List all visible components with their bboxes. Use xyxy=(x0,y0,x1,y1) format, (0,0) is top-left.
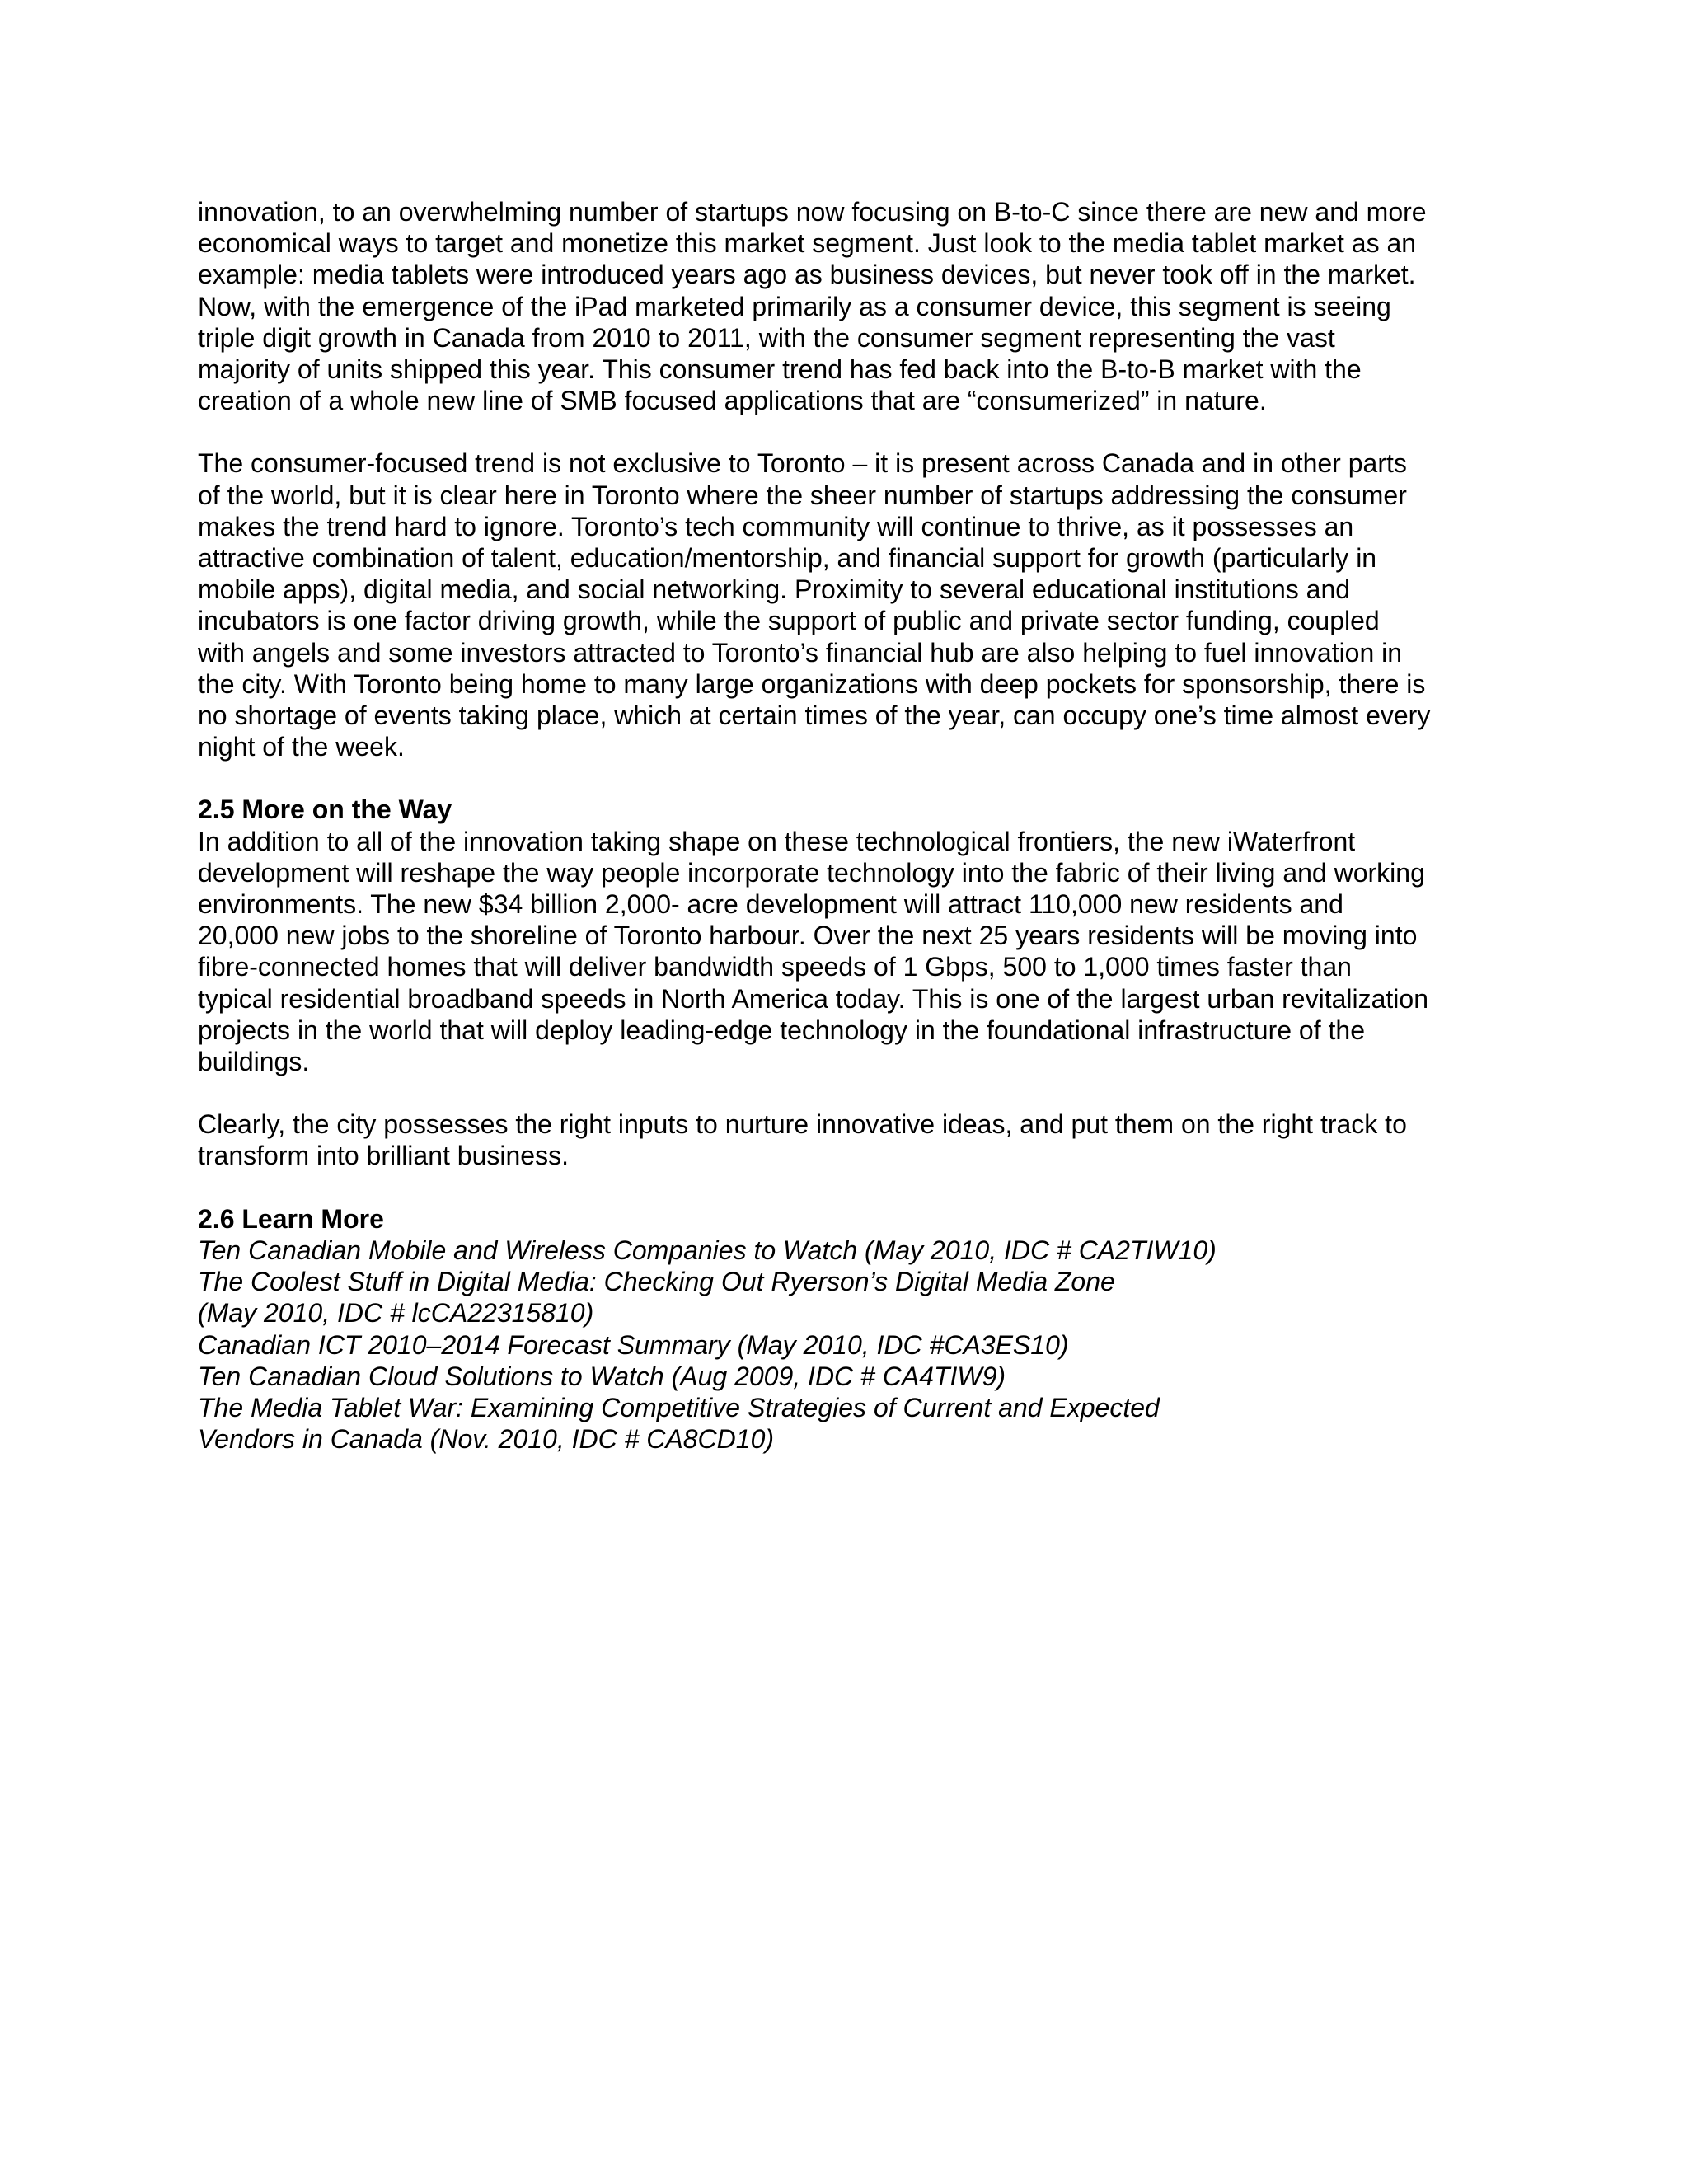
reference-item: (May 2010, IDC # lcCA22315810) xyxy=(198,1298,594,1329)
text-line: incubators is one factor driving growth, while the support of public and private sector funding, coupled xyxy=(198,606,1380,636)
text-line: development will reshape the way people incorporate technology into the fabric of their living and working xyxy=(198,857,1425,888)
text-line: economical ways to target and monetize this market segment. Just look to the media tablet market as an xyxy=(198,228,1417,259)
paragraph-consumer-innovation xyxy=(198,196,1508,416)
text-line: Now, with the emergence of the iPad marketed primarily as a consumer device, this segment is seeing xyxy=(198,291,1391,321)
text-line: no shortage of events taking place, which at certain times of the year, can occupy one’s time almost every xyxy=(198,701,1431,731)
text-line: with angels and some investors attracted to Toronto’s financial hub are also helping to fuel innovation in xyxy=(198,637,1403,668)
reference-item: Ten Canadian Mobile and Wireless Companies to Watch (May 2010, IDC # CA2TIW10) xyxy=(198,1235,1217,1265)
reference-item: Canadian ICT 2010–2014 Forecast Summary (May 2010, IDC #CA3ES10) xyxy=(198,1329,1069,1360)
reference-item: Vendors in Canada (Nov. 2010, IDC # CA8CD10) xyxy=(198,1424,775,1455)
text-line: majority of units shipped this year. This consumer trend has fed back into the B-to-B market with the xyxy=(198,354,1362,385)
text-line: of the world, but it is clear here in Toronto where the sheer number of startups addressing the consumer xyxy=(198,480,1407,510)
text-line: night of the week. xyxy=(198,732,405,762)
text-line: The consumer-focused trend is not exclusive to Toronto – it is present across Canada and in other parts xyxy=(198,448,1407,479)
text-line: example: media tablets were introduced years ago as business devices, but never took off in the market. xyxy=(198,260,1416,290)
reference-item: The Media Tablet War: Examining Competitive Strategies of Current and Expected xyxy=(198,1392,1160,1422)
reference-item: Ten Canadian Cloud Solutions to Watch (Aug 2009, IDC # CA4TIW9) xyxy=(198,1361,1006,1391)
section-learn-more xyxy=(198,1203,1508,1455)
paragraph-iwaterfront xyxy=(198,826,1508,1078)
text-line: environments. The new $34 billion 2,000- acre development will attract 110,000 new residents and xyxy=(198,889,1343,920)
text-line: the city. With Toronto being home to many large organizations with deep pockets for sponsorship, there is xyxy=(198,668,1426,699)
paragraph-conclusion xyxy=(198,1108,1508,1171)
text-line: 20,000 new jobs to the shoreline of Toronto harbour. Over the next 25 years residents will be moving into xyxy=(198,921,1418,951)
text-line: buildings. xyxy=(198,1047,310,1077)
text-line: makes the trend hard to ignore. Toronto’s tech community will continue to thrive, as it possesses an xyxy=(198,511,1354,541)
section-heading: 2.6 Learn More xyxy=(198,1203,384,1234)
text-line: creation of a whole new line of SMB focused applications that are “consumerized” in nature. xyxy=(198,386,1267,416)
text-line: fibre-connected homes that will deliver bandwidth speeds of 1 Gbps, 500 to 1,000 times faster than xyxy=(198,952,1352,982)
reference-list xyxy=(198,1235,1508,1455)
document-page xyxy=(198,196,1508,1455)
text-line: Clearly, the city possesses the right inputs to nurture innovative ideas, and put them on the right track to xyxy=(198,1109,1407,1140)
text-line: typical residential broadband speeds in North America today. This is one of the largest urban revitalization xyxy=(198,983,1428,1014)
section-heading: 2.5 More on the Way xyxy=(198,794,452,825)
paragraph-consumer-trend xyxy=(198,448,1508,762)
text-line: triple digit growth in Canada from 2010 to 2011, with the consumer segment representing the vast xyxy=(198,322,1335,353)
text-line: transform into brilliant business. xyxy=(198,1141,569,1171)
reference-item: The Coolest Stuff in Digital Media: Checking Out Ryerson’s Digital Media Zone xyxy=(198,1267,1115,1297)
text-line: In addition to all of the innovation taking shape on these technological frontiers, the new iWaterfront xyxy=(198,826,1356,856)
text-line: innovation, to an overwhelming number of startups now focusing on B-to-C since there are new and more xyxy=(198,197,1427,227)
text-line: attractive combination of talent, education/mentorship, and financial support for growth (particularly in xyxy=(198,543,1377,574)
text-line: mobile apps), digital media, and social networking. Proximity to several educational institutions and xyxy=(198,574,1351,605)
text-line: projects in the world that will deploy leading-edge technology in the foundational infrastructure of the xyxy=(198,1015,1365,1045)
section-more-on-the-way xyxy=(198,794,1508,1171)
